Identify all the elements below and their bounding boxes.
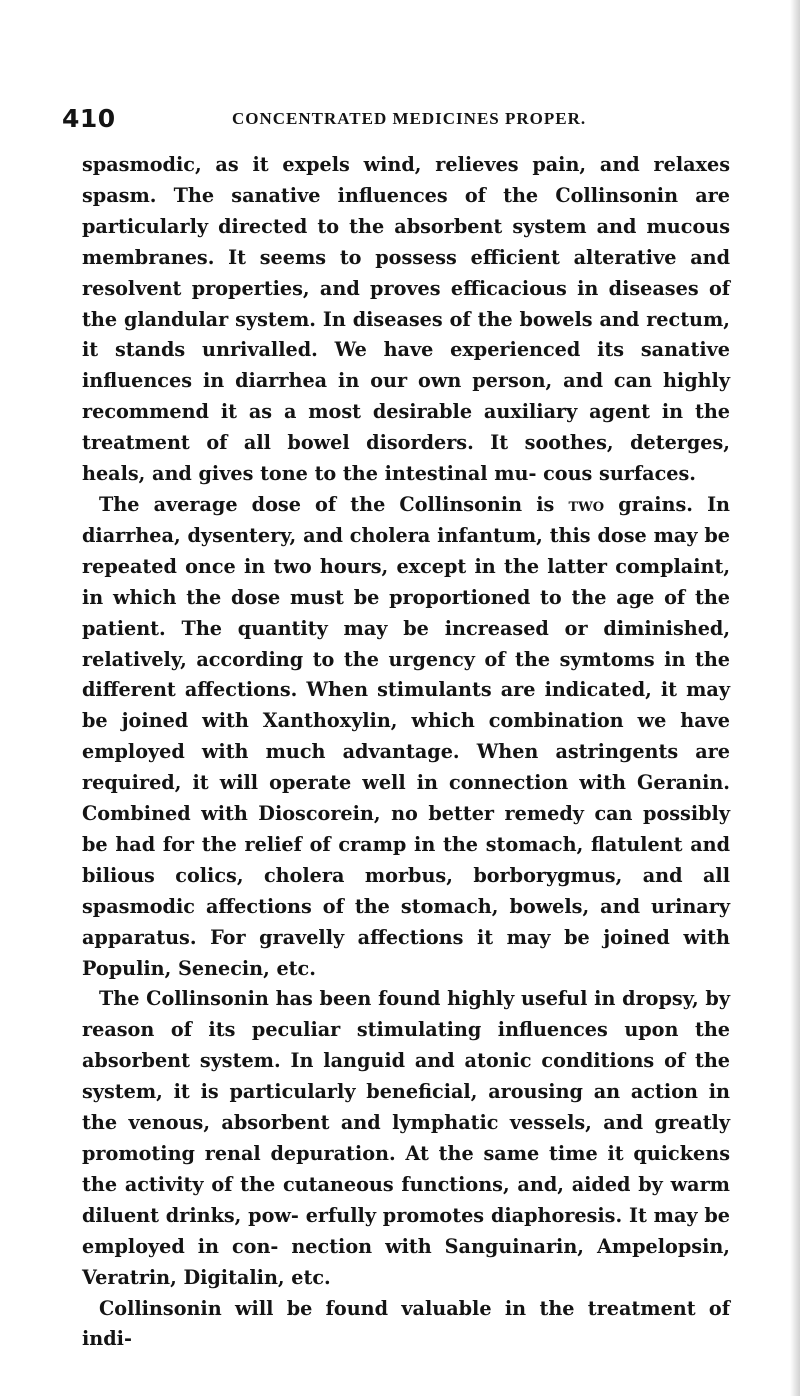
paragraph-final: Collinsonin will be found valuable in the treatment of indi- <box>82 1296 730 1351</box>
body-text <box>82 150 730 1355</box>
dose-text-start: The average dose of the Collinsonin is <box>99 492 569 516</box>
page-edge-shadow <box>790 0 800 1396</box>
page-number: 410 <box>62 104 116 133</box>
running-title: CONCENTRATED MEDICINES PROPER. <box>232 109 587 128</box>
paragraph-dropsy: The Collinsonin has been found highly useful in dropsy, by reason of its peculiar stimulating influences upon the absorbent system. In languid and atonic conditions of the system, it is particularly beneficial, arousing an action in the venous, absorbent and lymphatic vessels, and greatly promoting renal depuration. At the same time it quickens the activity of the cutaneous functions, and, aided by warm diluent drinks, pow- erfully promotes diaphoresis. It may be employed in con- nection with Sanguinarin, Ampelopsin, Veratrin, Digitalin, etc. <box>82 987 730 1289</box>
dose-amount: two <box>568 492 605 516</box>
running-head <box>62 104 762 144</box>
dose-text-rest: grains. In diarrhea, dysentery, and cholera infantum, this dose may be repeated once in two hours, except in the latter complaint, in which the dose must be proportioned to the age of the patient. The quantity may be increased or diminished, relatively, according to the urgency of the symtoms in the different affections. When stimulants are indicated, it may be joined with Xanthoxylin, which combination we have employed with much advantage. When astringents are required, it will operate well in connection with Geranin. Combined with Dioscorein, no better remedy can possibly be had for the relief of cramp in the stomach, flatulent and bilious colics, cholera morbus, borborygmus, and all spasmodic affections of the stomach, bowels, and urinary apparatus. For gravelly affections it may be joined with Populin, Senecin, etc. <box>82 492 731 980</box>
paragraph-dose <box>82 490 730 985</box>
paragraph-continued: spasmodic, as it expels wind, relieves pain, and relaxes spasm. The sanative influences of the Collinsonin are particularly directed to the absorbent system and mucous membranes. It seems to possess efficient alterative and resolvent properties, and proves efficacious in diseases of the glandular system. In diseases of the bowels and rectum, it stands unrivalled. We have experienced its sanative influences in diarrhea in our own person, and can highly recommend it as a most desirable auxiliary agent in the treatment of all bowel disorders. It soothes, deterges, heals, and gives tone to the intestinal mu- cous surfaces. <box>82 153 730 486</box>
